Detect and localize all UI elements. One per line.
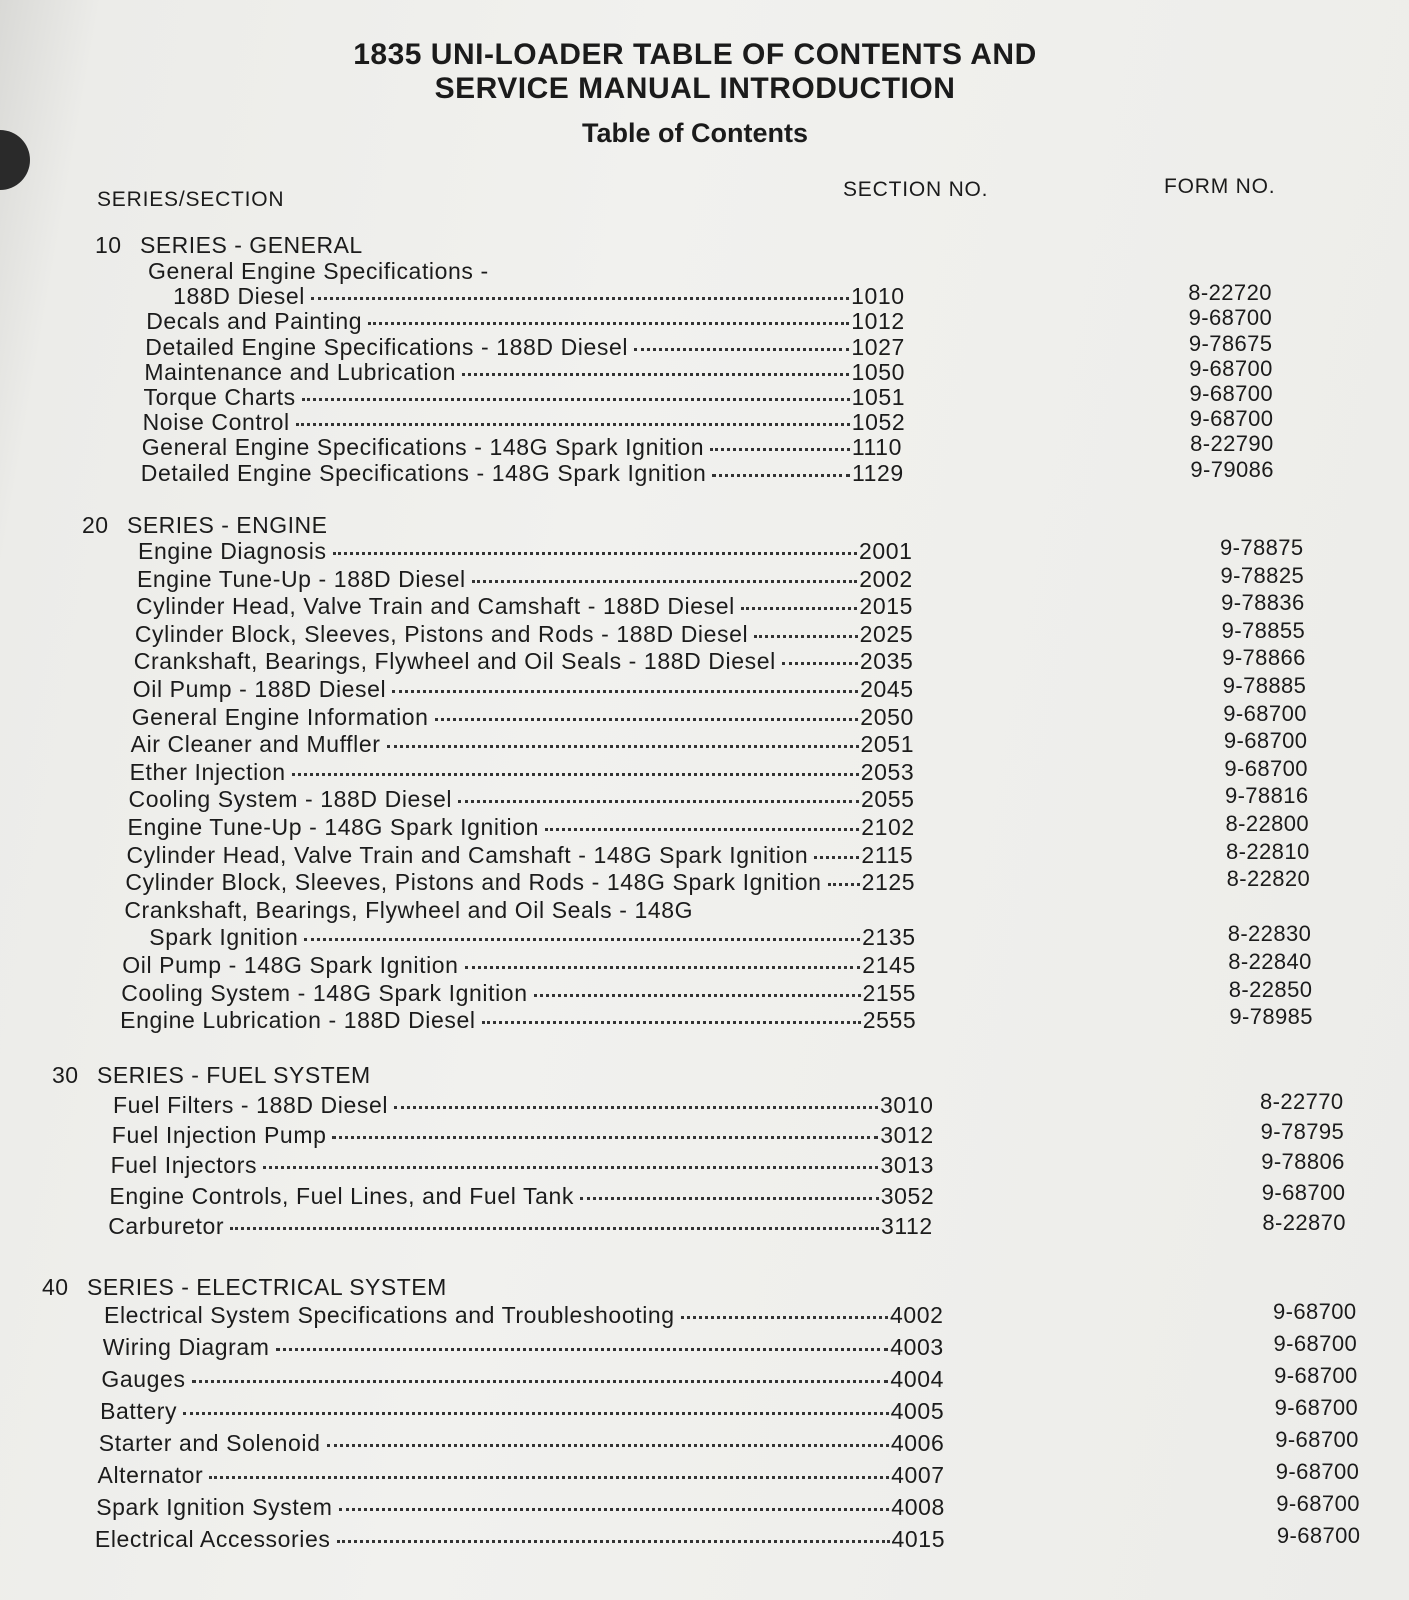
series-name: SERIES - FUEL SYSTEM — [97, 1062, 371, 1088]
leader-dots — [712, 474, 850, 477]
toc-entry — [136, 593, 922, 620]
entry-label: Engine Diagnosis — [138, 538, 327, 564]
form-number: 9-68700 — [1224, 755, 1308, 781]
section-number: 2555 — [862, 1007, 917, 1034]
form-number: 9-68700 — [1276, 1491, 1360, 1516]
entry-label: Electrical Accessories — [94, 1526, 331, 1552]
leader-dots — [458, 800, 859, 803]
header-series-section: SERIES/SECTION — [97, 188, 285, 211]
title-line-2: SERVICE MANUAL INTRODUCTION — [434, 72, 956, 105]
form-number: 9-78885 — [1222, 673, 1307, 698]
series-name: SERIES - ENGINE — [127, 512, 328, 538]
toc-entry — [101, 1366, 952, 1393]
toc-entry — [145, 334, 913, 361]
entry-label: Noise Control — [142, 409, 290, 436]
entry-label: Maintenance and Lubrication — [144, 358, 456, 385]
title-block — [300, 38, 1090, 149]
section-number: 2145 — [862, 952, 916, 978]
toc-entry — [128, 814, 924, 841]
toc-entry — [148, 258, 913, 285]
entry-label: Starter and Solenoid — [98, 1430, 321, 1456]
toc-entry — [142, 434, 914, 461]
leader-dots — [482, 1021, 861, 1024]
form-number: 8-22720 — [1188, 280, 1272, 306]
entry-label: Detailed Engine Specifications - 188D Diesel — [145, 333, 629, 360]
series-name: SERIES - ELECTRICAL SYSTEM — [87, 1274, 447, 1300]
leader-dots — [292, 773, 859, 776]
toc-entry — [98, 1462, 954, 1489]
leader-dots — [681, 1316, 888, 1319]
toc-entry — [143, 409, 914, 436]
section-number: 4008 — [891, 1494, 945, 1520]
section-number: 2002 — [859, 565, 913, 592]
toc-entry — [137, 566, 921, 593]
toc-entry — [124, 897, 924, 924]
leader-dots — [472, 580, 858, 583]
series-heading — [52, 1062, 371, 1089]
entry-label: Engine Tune-Up - 148G Spark Ignition — [127, 814, 540, 840]
series-number: 40 — [42, 1274, 69, 1300]
section-number: 3013 — [880, 1152, 935, 1179]
entry-label: Oil Pump - 148G Spark Ignition — [122, 952, 459, 978]
leader-dots — [230, 1227, 879, 1230]
leader-dots — [302, 398, 850, 401]
subtitle: Table of Contents — [582, 118, 808, 148]
entry-label: Fuel Injection Pump — [111, 1122, 327, 1149]
form-number: 8-22820 — [1226, 866, 1311, 892]
entry-label: Engine Lubrication - 188D Diesel — [120, 1007, 476, 1034]
section-number: 2050 — [860, 703, 914, 730]
leader-dots — [337, 1540, 890, 1543]
leader-dots — [296, 423, 850, 426]
leader-dots — [327, 1444, 889, 1447]
section-number: 3112 — [880, 1212, 933, 1239]
entry-label: Cylinder Block, Sleeves, Pistons and Rods - 188D Diesel — [134, 620, 749, 647]
entry-label: Spark Ignition — [149, 924, 299, 951]
toc-entry — [108, 1213, 943, 1240]
section-number: 2035 — [859, 648, 914, 675]
leader-dots — [814, 856, 859, 859]
form-number: 9-78806 — [1261, 1149, 1345, 1175]
toc-entry — [96, 1494, 953, 1521]
section-number: 2025 — [859, 620, 914, 647]
leader-dots — [710, 448, 850, 451]
form-number: 9-68700 — [1223, 700, 1307, 726]
form-number: 9-78816 — [1224, 783, 1309, 809]
form-number: 9-78795 — [1260, 1119, 1345, 1145]
section-number: 2045 — [860, 676, 914, 702]
toc-entry — [100, 1398, 953, 1425]
toc-entry — [125, 869, 923, 896]
toc-entry — [144, 384, 914, 411]
form-number: 9-68700 — [1273, 1299, 1357, 1324]
form-number: 9-68700 — [1189, 381, 1274, 406]
section-number: 3010 — [880, 1092, 934, 1118]
leader-dots — [192, 1380, 889, 1383]
form-number: 9-68700 — [1275, 1427, 1359, 1452]
toc-entry — [141, 460, 914, 487]
title-line-1: 1835 UNI-LOADER TABLE OF CONTENTS AND — [353, 38, 1037, 71]
section-number: 2055 — [860, 786, 915, 813]
toc-entry — [109, 1183, 942, 1210]
entry-label: Spark Ignition System — [96, 1494, 333, 1520]
entry-label: Wiring Diagram — [102, 1334, 270, 1360]
section-number: 2051 — [860, 731, 915, 758]
entry-label: Detailed Engine Specifications - 148G Spark Ignition — [140, 459, 707, 486]
entry-label: Cooling System - 148G Spark Ignition — [121, 979, 528, 1006]
toc-entry — [131, 731, 923, 758]
header-form-no: FORM NO. — [1164, 175, 1276, 198]
leader-dots — [634, 348, 849, 351]
entry-label: Crankshaft, Bearings, Flywheel and Oil Seals - 188D Diesel — [133, 648, 776, 675]
form-number: 8-22870 — [1262, 1209, 1346, 1235]
section-number: 4003 — [890, 1334, 944, 1360]
section-number: 2155 — [862, 979, 917, 1006]
toc-entry — [103, 1334, 953, 1361]
form-number: 9-78825 — [1220, 562, 1305, 588]
toc-entry — [138, 538, 921, 565]
leader-dots — [311, 297, 849, 300]
leader-dots — [782, 662, 858, 665]
toc-entry — [149, 924, 924, 951]
toc-entry — [121, 980, 924, 1007]
form-number: 9-68700 — [1188, 305, 1273, 331]
form-number: 9-78855 — [1221, 617, 1306, 643]
series-number: 10 — [95, 232, 122, 258]
toc-entry — [146, 308, 913, 335]
toc-entry — [132, 704, 923, 731]
entry-label: Ether Injection — [129, 758, 286, 785]
form-number: 9-68700 — [1274, 1395, 1359, 1420]
leader-dots — [209, 1476, 889, 1479]
leader-dots — [435, 718, 859, 721]
section-number: 4006 — [890, 1430, 945, 1456]
toc-entry — [104, 1302, 952, 1329]
entry-label: Oil Pump - 188D Diesel — [132, 676, 387, 702]
section-number: 4005 — [890, 1398, 945, 1424]
form-number: 8-22850 — [1228, 976, 1313, 1002]
form-number: 8-22770 — [1260, 1089, 1344, 1114]
toc-entry — [135, 621, 922, 648]
section-number: 1027 — [851, 333, 905, 360]
section-number: 1129 — [851, 459, 904, 486]
series-name: SERIES - GENERAL — [140, 232, 363, 258]
leader-dots — [263, 1166, 878, 1169]
toc-entry — [111, 1152, 943, 1179]
form-number: 8-22810 — [1226, 838, 1310, 864]
toc-entry — [99, 1430, 953, 1457]
leader-dots — [387, 745, 859, 748]
entry-label: Torque Charts — [143, 384, 296, 410]
entry-label: Carburetor — [108, 1212, 225, 1239]
form-number: 9-78675 — [1188, 330, 1273, 356]
entry-label: Cooling System - 188D Diesel — [128, 786, 453, 813]
series-heading — [42, 1274, 447, 1301]
form-number: 9-78866 — [1222, 645, 1306, 671]
entry-label: Engine Controls, Fuel Lines, and Fuel Tank — [109, 1182, 574, 1209]
section-number: 3012 — [880, 1122, 934, 1149]
section-number: 2125 — [861, 869, 916, 896]
form-number: 8-22800 — [1225, 811, 1310, 836]
leader-dots — [332, 1136, 878, 1139]
toc-entry — [130, 759, 923, 786]
toc-entry — [144, 359, 913, 386]
entry-label: Decals and Painting — [146, 308, 363, 335]
form-number: 9-68700 — [1276, 1523, 1361, 1548]
form-number: 9-79086 — [1190, 456, 1274, 482]
leader-dots — [534, 994, 861, 997]
section-number: 2015 — [859, 593, 913, 620]
toc-entry — [113, 1092, 942, 1119]
toc-entry — [173, 283, 913, 310]
entry-label: General Engine Specifications - 148G Spark Ignition — [141, 434, 705, 461]
binder-hole — [0, 130, 30, 190]
leader-dots — [392, 690, 858, 693]
toc-entry — [126, 842, 923, 869]
leader-dots — [545, 828, 859, 831]
series-heading — [95, 232, 363, 259]
leader-dots — [741, 607, 858, 610]
series-number: 30 — [52, 1062, 79, 1088]
entry-label: Fuel Filters - 188D Diesel — [113, 1092, 389, 1118]
series-heading — [82, 512, 327, 539]
entry-label: Crankshaft, Bearings, Flywheel and Oil Seals - 148G — [124, 896, 694, 923]
section-number: 2102 — [861, 814, 915, 840]
entry-label: Alternator — [97, 1462, 204, 1488]
section-number: 1051 — [851, 384, 906, 410]
entry-label: 188D Diesel — [173, 283, 305, 310]
form-number: 9-68700 — [1223, 728, 1308, 754]
section-number: 1110 — [851, 434, 902, 461]
leader-dots — [304, 938, 860, 941]
section-number: 2135 — [862, 924, 916, 951]
header-section-no: SECTION NO. — [843, 178, 989, 201]
toc-entry — [122, 952, 924, 979]
section-number: 1050 — [851, 358, 906, 385]
series-number: 20 — [82, 512, 109, 538]
section-number: 2115 — [861, 841, 914, 868]
section-number: 2001 — [859, 538, 913, 564]
entry-label: Gauges — [101, 1366, 186, 1392]
toc-entry — [120, 1007, 925, 1034]
section-number: 4015 — [891, 1526, 946, 1552]
section-number: 1012 — [851, 308, 905, 335]
entry-label: Cylinder Block, Sleeves, Pistons and Rods - 148G Spark Ignition — [125, 869, 822, 896]
toc-entry — [95, 1526, 954, 1553]
leader-dots — [333, 552, 857, 555]
leader-dots — [368, 322, 849, 325]
leader-dots — [394, 1106, 878, 1109]
toc-entry — [129, 786, 923, 813]
form-number: 9-68700 — [1274, 1363, 1358, 1388]
form-number: 9-78985 — [1229, 1004, 1313, 1030]
toc-entry — [134, 648, 922, 675]
form-number: 9-68700 — [1189, 406, 1274, 432]
entry-label: General Engine Specifications - — [148, 258, 489, 284]
section-number: 4002 — [890, 1302, 944, 1328]
form-number: 9-68700 — [1275, 1459, 1360, 1484]
section-number: 4004 — [890, 1366, 944, 1392]
section-number: 1052 — [851, 409, 906, 436]
leader-dots — [339, 1508, 890, 1511]
entry-label: General Engine Information — [131, 703, 429, 730]
entry-label: Electrical System Specifications and Troubleshooting — [104, 1302, 675, 1328]
form-number: 9-68700 — [1189, 355, 1273, 381]
form-number: 8-22830 — [1227, 921, 1312, 947]
entry-label: Cylinder Head, Valve Train and Camshaft - 188D Diesel — [135, 593, 735, 620]
leader-dots — [462, 373, 850, 376]
form-number: 8-22840 — [1228, 949, 1312, 974]
form-number: 8-22790 — [1190, 431, 1274, 457]
leader-dots — [828, 883, 860, 886]
entry-label: Air Cleaner and Muffler — [130, 731, 381, 758]
entry-label: Engine Tune-Up - 188D Diesel — [136, 565, 466, 592]
form-number: 9-68700 — [1261, 1179, 1346, 1205]
leader-dots — [580, 1197, 879, 1200]
form-number: 9-78875 — [1220, 535, 1304, 560]
section-number: 3052 — [880, 1182, 935, 1209]
section-number: 4007 — [891, 1462, 945, 1488]
form-number: 9-68700 — [1273, 1331, 1358, 1356]
leader-dots — [465, 966, 861, 969]
entry-label: Battery — [100, 1398, 178, 1424]
entry-label: Cylinder Head, Valve Train and Camshaft - 148G Spark Ignition — [126, 841, 809, 868]
leader-dots — [183, 1412, 888, 1415]
section-number: 2053 — [860, 758, 915, 785]
section-number: 1010 — [851, 283, 905, 310]
toc-entry — [133, 676, 922, 703]
toc-entry — [112, 1122, 942, 1149]
entry-label: Fuel Injectors — [110, 1152, 258, 1179]
leader-dots — [276, 1348, 889, 1351]
leader-dots — [754, 635, 857, 638]
form-number: 9-78836 — [1221, 590, 1305, 616]
